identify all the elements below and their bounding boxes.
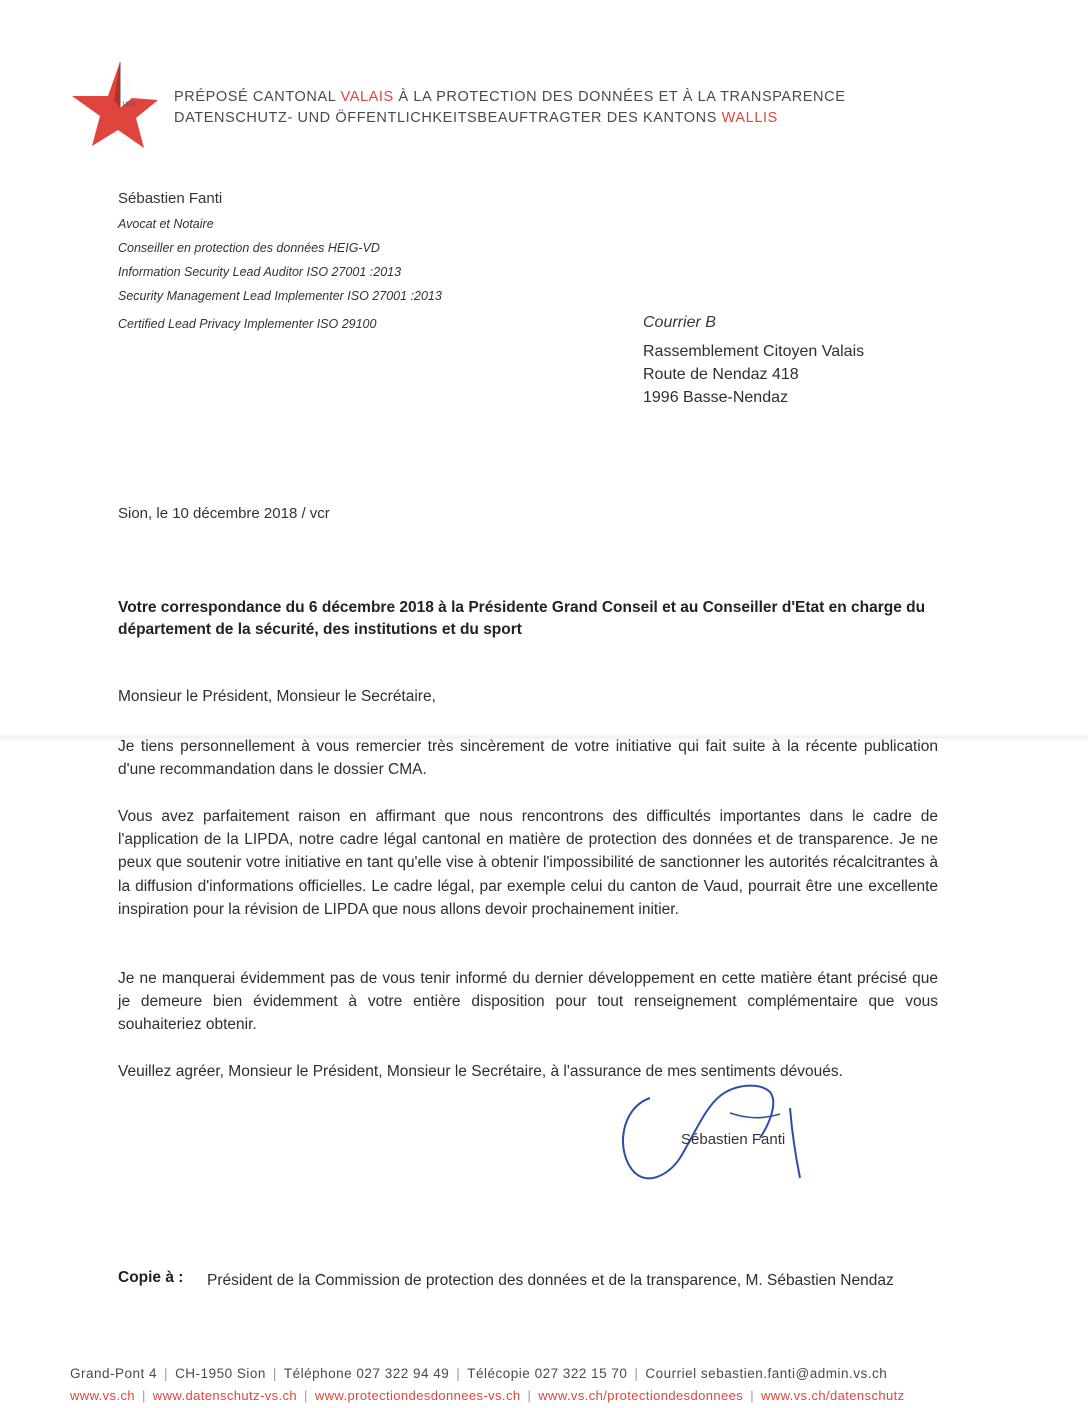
sender-credential: Certified Lead Privacy Implementer ISO 29100 bbox=[118, 317, 377, 331]
body-paragraph: Je tiens personnellement à vous remercier très sincèrement de votre initiative qui fait suite à la récente publication d'une recommandation dans le dossier CMA. bbox=[118, 738, 938, 779]
letterhead-line-de: DATENSCHUTZ- UND ÖFFENTLICHKEITSBEAUFTRAGTER DES KANTONS WALLIS bbox=[174, 110, 778, 126]
footer-email: Courriel sebastien.fanti@admin.vs.ch bbox=[645, 1366, 888, 1381]
sender-credential: Security Management Lead Implementer ISO 27001 :2013 bbox=[118, 289, 442, 303]
footer-fax: Télécopie 027 322 15 70 bbox=[467, 1366, 628, 1381]
footer-phone: Téléphone 027 322 94 49 bbox=[283, 1366, 450, 1381]
footer-link[interactable]: www.vs.ch bbox=[70, 1388, 136, 1403]
letter-subject: Votre correspondance du 6 décembre 2018 à la Présidente Grand Conseil et au Conseiller d'Etat en charge du département de la sécurité, des institutions et du sport bbox=[118, 599, 926, 638]
body-paragraph: Veuillez agréer, Monsieur le Président, Monsieur le Secrétaire, à l'assurance de mes sentiments dévoués. bbox=[118, 1063, 843, 1080]
courier-type: Courrier B bbox=[643, 314, 716, 331]
letterhead-line-fr: PRÉPOSÉ CANTONAL VALAIS À LA PROTECTION DES DONNÉES ET À LA TRANSPARENCE bbox=[174, 89, 846, 105]
body-paragraph: Je ne manquerai évidemment pas de vous tenir informé du dernier développement en cette matière étant précisé que je demeure bien évidemment à votre entière disposition pour tout renseignement complémentaire que vous souhaiteriez obtenir. bbox=[118, 970, 938, 1034]
recipient-line: 1996 Basse-Nendaz bbox=[643, 389, 788, 406]
salutation: Monsieur le Président, Monsieur le Secrétaire, bbox=[118, 688, 436, 705]
footer-contact: Grand-Pont 4 | CH-1950 Sion | Téléphone 027 322 94 49 | Télécopie 027 322 15 70 | Courriel sebastien.fanti@admin.vs.ch bbox=[70, 1366, 888, 1381]
copy-label: Copie à : bbox=[118, 1269, 184, 1286]
signer-name: Sébastien Fanti bbox=[681, 1131, 786, 1148]
copy-recipient: Président de la Commission de protection des données et de la transparence, M. Sébastien Nendaz bbox=[207, 1272, 894, 1289]
star-logo-icon bbox=[70, 60, 160, 150]
footer-link[interactable]: www.vs.ch/datenschutz bbox=[761, 1388, 905, 1403]
footer-link[interactable]: www.protectiondesdonnees-vs.ch bbox=[314, 1388, 521, 1403]
sender-credential: Conseiller en protection des données HEIG-VD bbox=[118, 241, 380, 255]
footer-address: Grand-Pont 4 bbox=[70, 1366, 158, 1381]
recipient-line: Rassemblement Citoyen Valais bbox=[643, 343, 865, 360]
sender-name: Sébastien Fanti bbox=[118, 190, 223, 207]
footer-link[interactable]: www.vs.ch/protectiondesdonnees bbox=[538, 1388, 744, 1403]
footer-city: CH-1950 Sion bbox=[175, 1366, 266, 1381]
logo-year: 1815 bbox=[122, 102, 136, 108]
footer-links: www.vs.ch | www.datenschutz-vs.ch | www.protectiondesdonnees-vs.ch | www.vs.ch/protectiondesdonnees | www.vs.ch/datenschutz bbox=[70, 1388, 905, 1403]
body-paragraph: Vous avez parfaitement raison en affirmant que nous rencontrons des difficultés importantes dans le cadre de l'application de la LIPDA, notre cadre légal cantonal en matière de protection des données et de transparence. Je ne peux que soutenir votre initiative en tant qu'elle vise à obtenir l'impossibilité de sanctionner les autorités récalcitrantes à la diffusion d'informations officielles. Le cadre légal, par exemple celui du canton de Vaud, pourrait être une excellente inspiration pour la révision de LIPDA que nous allons devoir prochainement initier. bbox=[118, 808, 938, 918]
recipient-line: Route de Nendaz 418 bbox=[643, 366, 799, 383]
sender-credential: Information Security Lead Auditor ISO 27001 :2013 bbox=[118, 265, 402, 279]
footer-link[interactable]: www.datenschutz-vs.ch bbox=[152, 1388, 298, 1403]
letter-date: Sion, le 10 décembre 2018 / vcr bbox=[118, 505, 330, 522]
sender-credential: Avocat et Notaire bbox=[118, 217, 214, 231]
